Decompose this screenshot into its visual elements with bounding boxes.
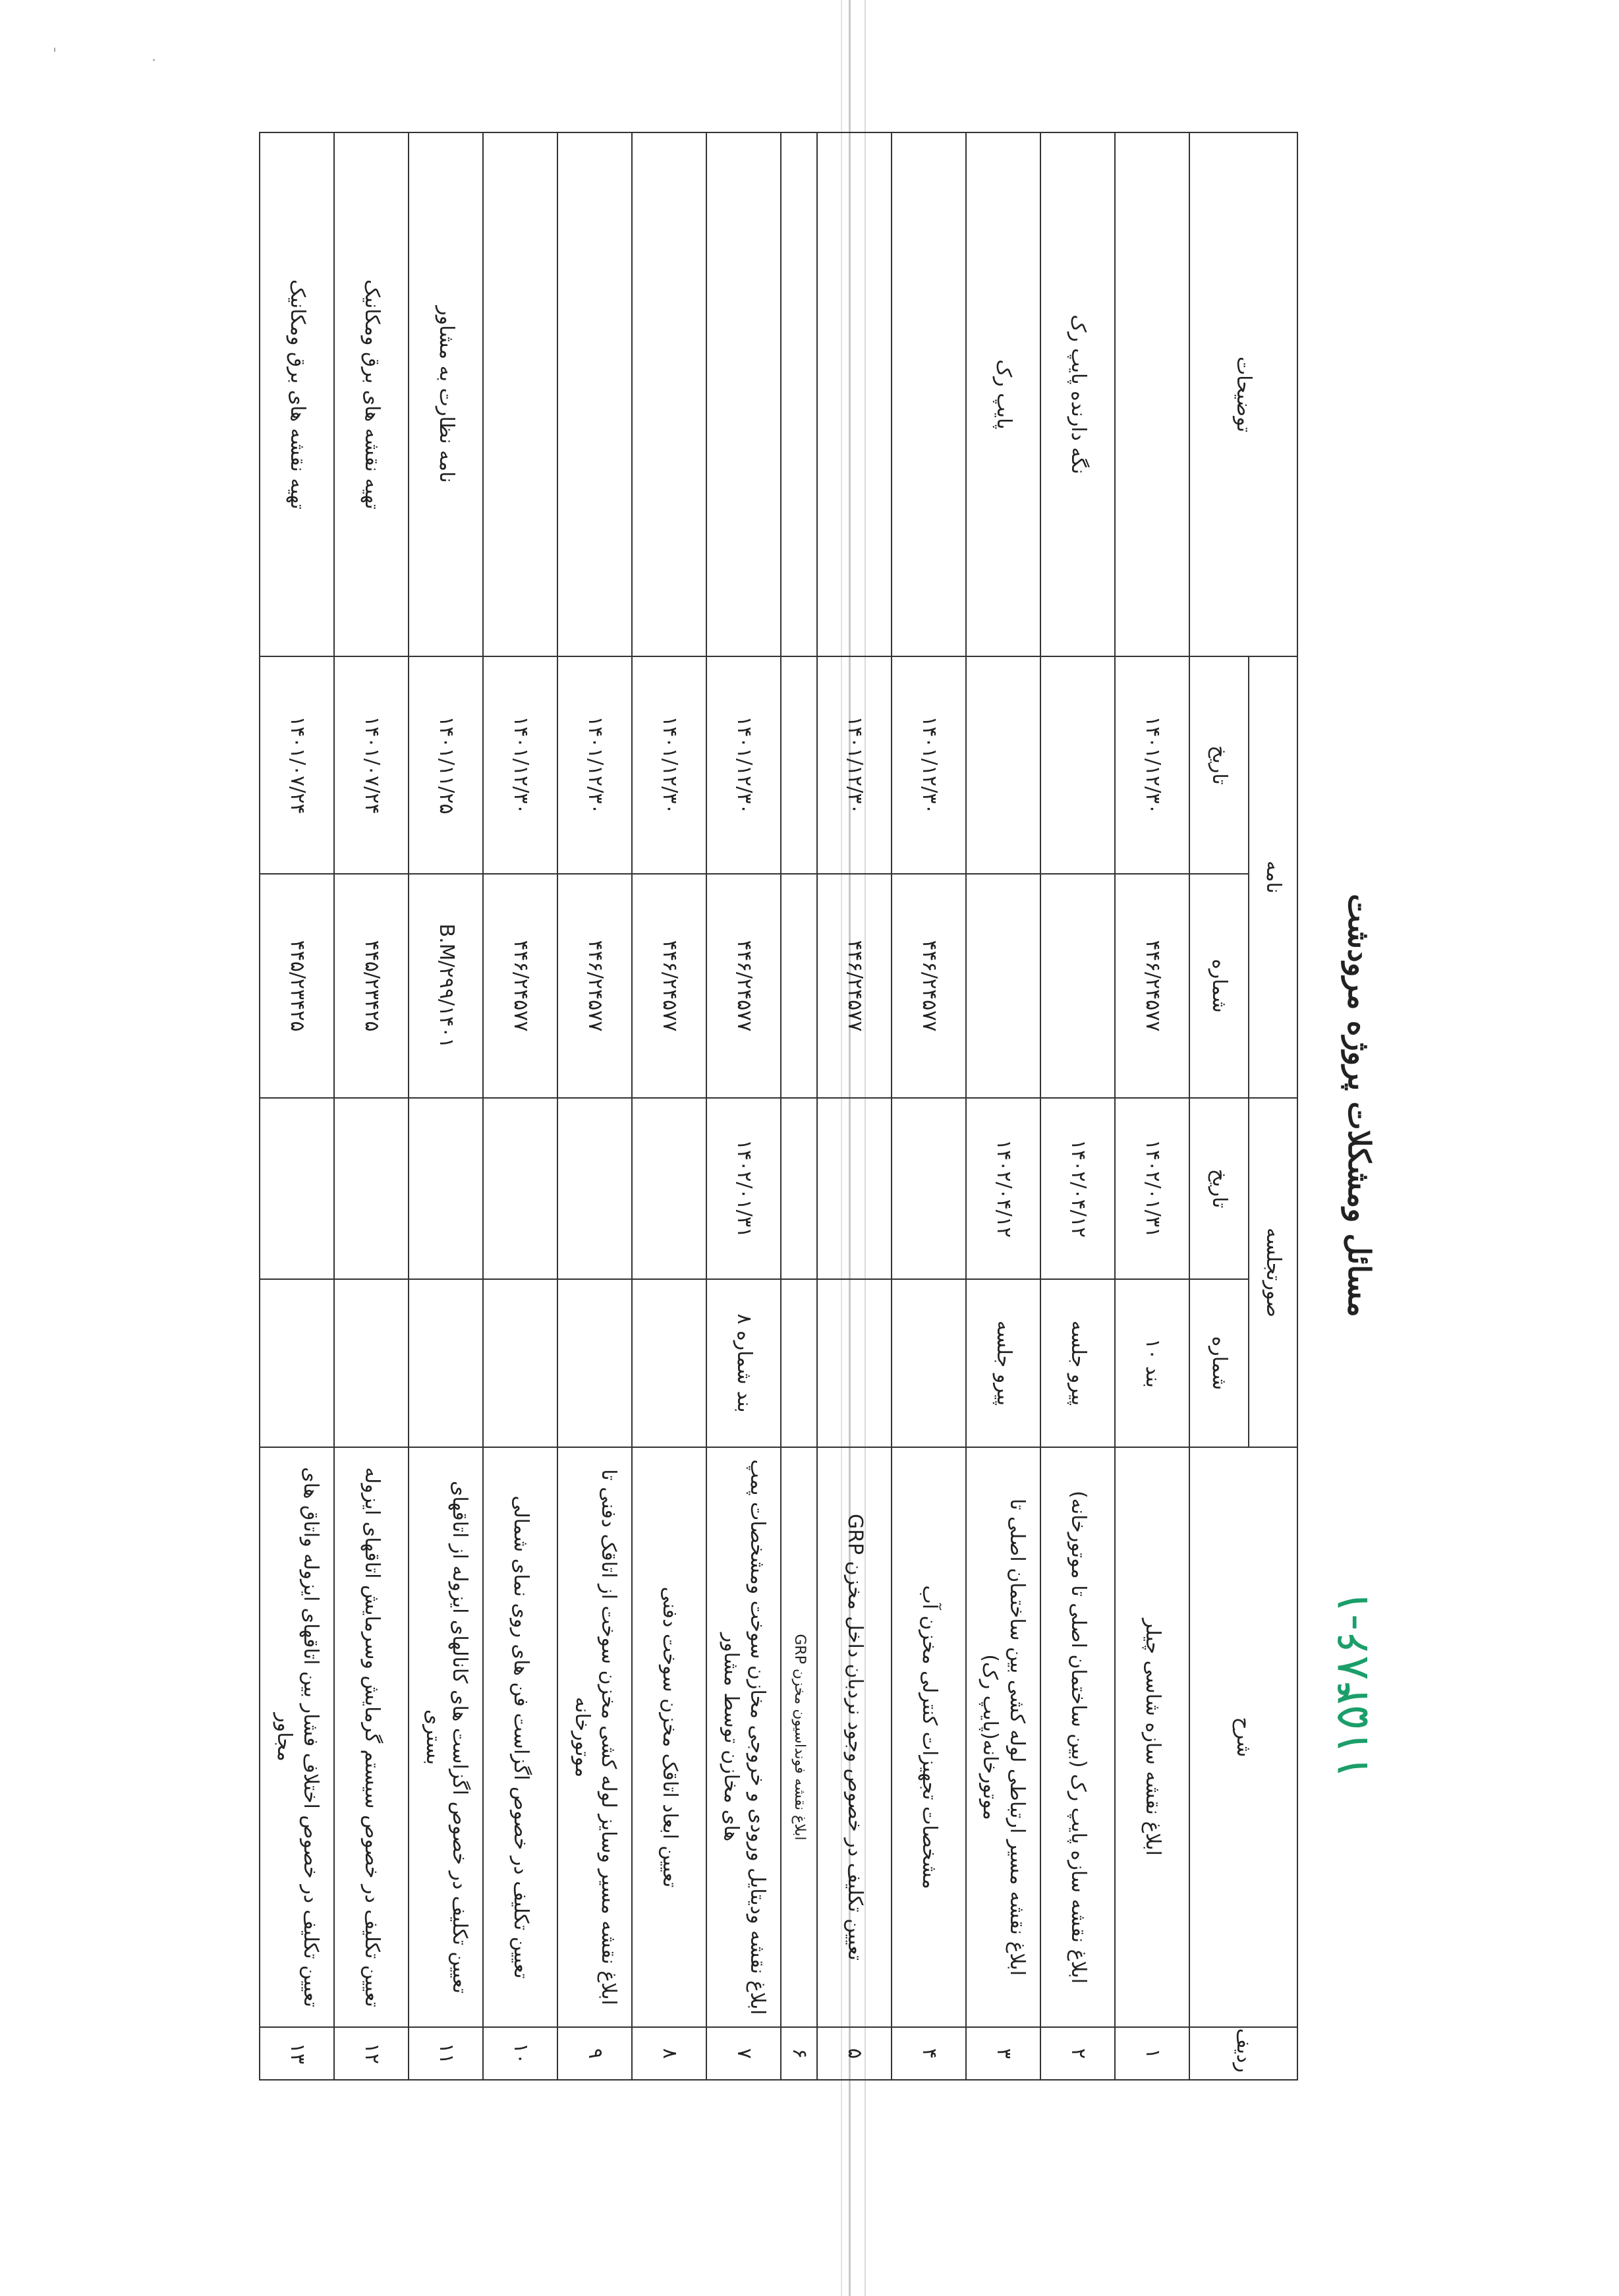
cell-n-shomare: ۴۴۶/۲۴۵۷۷ xyxy=(484,874,558,1098)
cell-n-tarikh xyxy=(1040,656,1115,874)
table-row xyxy=(633,132,707,2080)
cell-n-tarikh: ۱۴۰۱/۰۷/۲۴ xyxy=(260,656,335,874)
cell-radif: ۸ xyxy=(633,2027,707,2080)
cell-radif: ۱۰ xyxy=(484,2027,558,2080)
handwritten-reference-number: ۱۱۵۴۸۶-۱ xyxy=(1324,1589,1378,1779)
cell-sj-tarikh xyxy=(409,1098,484,1279)
table-row xyxy=(966,132,1040,2080)
cell-sj-shomare xyxy=(633,1279,707,1447)
cell-n-tarikh: ۱۴۰۱/۱۲/۳۰ xyxy=(707,656,781,874)
cell-tozihat xyxy=(817,132,892,656)
cell-sj-shomare xyxy=(409,1279,484,1447)
header-sj-shomare: شماره xyxy=(1189,1279,1249,1447)
header-soorat-jalase: صورتجلسه xyxy=(1249,1098,1297,1447)
cell-n-shomare: ۴۴۶/۲۴۵۷۷ xyxy=(817,874,892,1098)
cell-tozihat: پایپ رک xyxy=(966,132,1040,656)
cell-sj-tarikh xyxy=(484,1098,558,1279)
cell-tozihat xyxy=(1115,132,1189,656)
scan-speck: · xyxy=(152,53,156,69)
cell-sj-tarikh: ۱۴۰۲/۰۱/۳۱ xyxy=(707,1098,781,1279)
cell-radif: ۴ xyxy=(892,2027,966,2080)
cell-sj-tarikh xyxy=(335,1098,409,1279)
cell-sharh: ابلاغ نقشه مسیر ارتباطی لوله کشی بین ساختمان اصلی تا موتورخانه(پایپ رک) xyxy=(966,1447,1040,2027)
cell-sj-tarikh xyxy=(260,1098,335,1279)
table-row xyxy=(558,132,633,2080)
cell-sharh: ابلاغ نقشه مسیر وسایز لوله کشی مخزن سوخت از اتاقک دفنی تا موتورخانه xyxy=(558,1447,633,2027)
cell-n-shomare: ۴۴۶/۲۴۵۷۷ xyxy=(892,874,966,1098)
cell-n-tarikh: ۱۴۰۱/۱۲/۳۰ xyxy=(892,656,966,874)
cell-sharh: تعیین تکلیف در خصوص اگزاست های کانالهای ایزوله از اتاقهای بستری xyxy=(409,1447,484,2027)
cell-n-shomare xyxy=(966,874,1040,1098)
header-sharh: شرح xyxy=(1189,1447,1297,2027)
cell-n-tarikh: ۱۴۰۱/۱۲/۳۰ xyxy=(1115,656,1189,874)
table-row xyxy=(1040,132,1115,2080)
cell-sharh: ابلاغ نقشه سازه شاسی چیلر xyxy=(1115,1447,1189,2027)
table-row xyxy=(817,132,892,2080)
cell-sharh: تعیین تکلیف در خصوص اختلاف فشار بین اتاقهای ایزوله واتاق های مجاور xyxy=(260,1447,335,2027)
table-row xyxy=(260,132,335,2080)
cell-tozihat xyxy=(707,132,781,656)
cell-n-shomare: ۴۴۶/۲۴۵۷۷ xyxy=(633,874,707,1098)
cell-sj-shomare xyxy=(260,1279,335,1447)
cell-sj-tarikh xyxy=(817,1098,892,1279)
header-name: نامه xyxy=(1249,656,1297,1098)
cell-sj-tarikh: ۱۴۰۲/۰۴/۱۲ xyxy=(966,1098,1040,1279)
table-row xyxy=(892,132,966,2080)
table-row xyxy=(1115,132,1189,2080)
cell-tozihat xyxy=(558,132,633,656)
cell-sj-shomare xyxy=(892,1279,966,1447)
issues-table xyxy=(260,132,1299,2081)
cell-sharh: ابلاغ نقشه ودیتایل ورودی و خروجی مخازن سوخت ومشخصات پمپ های مخازن توسط مشاور xyxy=(707,1447,781,2027)
cell-sj-tarikh xyxy=(781,1098,818,1279)
cell-n-tarikh: ۱۴۰۱/۱۱/۲۵ xyxy=(409,656,484,874)
cell-n-tarikh: ۱۴۰۱/۱۲/۳۰ xyxy=(633,656,707,874)
cell-n-shomare xyxy=(781,874,818,1098)
cell-sharh: تعیین تکلیف در خصوص وجود نردبان داخل مخزن GRP xyxy=(817,1447,892,2027)
cell-sj-shomare: پیرو جلسه xyxy=(966,1279,1040,1447)
cell-n-shomare: B.M/۲۹۹/۱۴۰۱ xyxy=(409,874,484,1098)
cell-radif: ۷ xyxy=(707,2027,781,2080)
cell-n-shomare: ۴۴۵/۲۳۴۲۵ xyxy=(335,874,409,1098)
cell-tozihat xyxy=(892,132,966,656)
cell-sj-tarikh xyxy=(892,1098,966,1279)
cell-sj-shomare: بند شماره ۸ xyxy=(707,1279,781,1447)
cell-sj-shomare xyxy=(781,1279,818,1447)
cell-n-shomare: ۴۴۶/۲۴۵۷۷ xyxy=(1115,874,1189,1098)
cell-n-tarikh: ۱۴۰۱/۰۷/۲۴ xyxy=(335,656,409,874)
header-n-shomare: شماره xyxy=(1189,874,1249,1098)
cell-sharh: ابلاغ نقشه فونداسیون مخزن GRP xyxy=(781,1447,818,2027)
cell-n-shomare: ۴۴۵/۲۳۴۲۵ xyxy=(260,874,335,1098)
scan-speck: ' xyxy=(53,46,57,63)
table-row xyxy=(781,132,818,2080)
cell-sj-shomare xyxy=(558,1279,633,1447)
cell-tozihat xyxy=(781,132,818,656)
table-row xyxy=(409,132,484,2080)
cell-radif: ۱ xyxy=(1115,2027,1189,2080)
cell-sharh: ابلاغ نقشه سازه پایپ رک (بین ساختمان اصلی تا موتورخانه) xyxy=(1040,1447,1115,2027)
header-row-top xyxy=(1249,132,1297,2080)
table-row xyxy=(707,132,781,2080)
cell-n-tarikh xyxy=(966,656,1040,874)
table-row xyxy=(484,132,558,2080)
cell-tozihat: تهیه نقشه های برق ومکانیک xyxy=(335,132,409,656)
cell-sj-tarikh: ۱۴۰۲/۰۴/۱۲ xyxy=(1040,1098,1115,1279)
cell-radif: ۶ xyxy=(781,2027,818,2080)
header-n-tarikh: تاریخ xyxy=(1189,656,1249,874)
cell-tozihat: نامه نظارت به مشاور xyxy=(409,132,484,656)
cell-tozihat xyxy=(484,132,558,656)
cell-n-tarikh xyxy=(781,656,818,874)
cell-sj-tarikh xyxy=(558,1098,633,1279)
cell-radif: ۹ xyxy=(558,2027,633,2080)
cell-sharh: تعیین تکلیف در خصوص اگزاست فن های روی نمای شمالی xyxy=(484,1447,558,2027)
cell-tozihat: تهیه نقشه های برق ومکانیک xyxy=(260,132,335,656)
cell-n-tarikh: ۱۴۰۱/۱۲/۳۰ xyxy=(817,656,892,874)
cell-radif: ۱۳ xyxy=(260,2027,335,2080)
cell-tozihat xyxy=(633,132,707,656)
cell-sj-shomare: پیرو جلسه xyxy=(1040,1279,1115,1447)
cell-sj-shomare xyxy=(817,1279,892,1447)
cell-radif: ۵ xyxy=(817,2027,892,2080)
cell-sj-tarikh xyxy=(633,1098,707,1279)
cell-n-tarikh: ۱۴۰۱/۱۲/۳۰ xyxy=(484,656,558,874)
cell-sj-shomare: بند ۱۰ xyxy=(1115,1279,1189,1447)
cell-sj-shomare xyxy=(484,1279,558,1447)
cell-sharh: تعیین تکلیف در خصوص سیستم گرمایش وسرمایش اتاقهای ایزوله xyxy=(335,1447,409,2027)
cell-sj-shomare xyxy=(335,1279,409,1447)
cell-radif: ۲ xyxy=(1040,2027,1115,2080)
document-title: مسائل ومشکلات پروژه مرودشت xyxy=(1342,894,1377,1317)
cell-radif: ۳ xyxy=(966,2027,1040,2080)
header-sj-tarikh: تاریخ xyxy=(1189,1098,1249,1279)
cell-sharh: مشخصات تجهیزات کنترلی مخزن آب xyxy=(892,1447,966,2027)
header-radif: ردیف xyxy=(1189,2027,1297,2080)
cell-sharh: تعیین ابعاد اتاقک مخزن سوخت دفنی xyxy=(633,1447,707,2027)
table-row xyxy=(335,132,409,2080)
cell-radif: ۱۲ xyxy=(335,2027,409,2080)
cell-n-shomare xyxy=(1040,874,1115,1098)
cell-n-tarikh: ۱۴۰۱/۱۲/۳۰ xyxy=(558,656,633,874)
cell-sj-tarikh: ۱۴۰۲/۰۱/۳۱ xyxy=(1115,1098,1189,1279)
cell-n-shomare: ۴۴۶/۲۴۵۷۷ xyxy=(558,874,633,1098)
rotated-document-sheet xyxy=(273,132,1404,2079)
cell-tozihat: نگه دارنده پایپ رک xyxy=(1040,132,1115,656)
cell-n-shomare: ۴۴۶/۲۴۵۷۷ xyxy=(707,874,781,1098)
cell-radif: ۱۱ xyxy=(409,2027,484,2080)
header-tozihat: توضیحات xyxy=(1189,132,1297,656)
